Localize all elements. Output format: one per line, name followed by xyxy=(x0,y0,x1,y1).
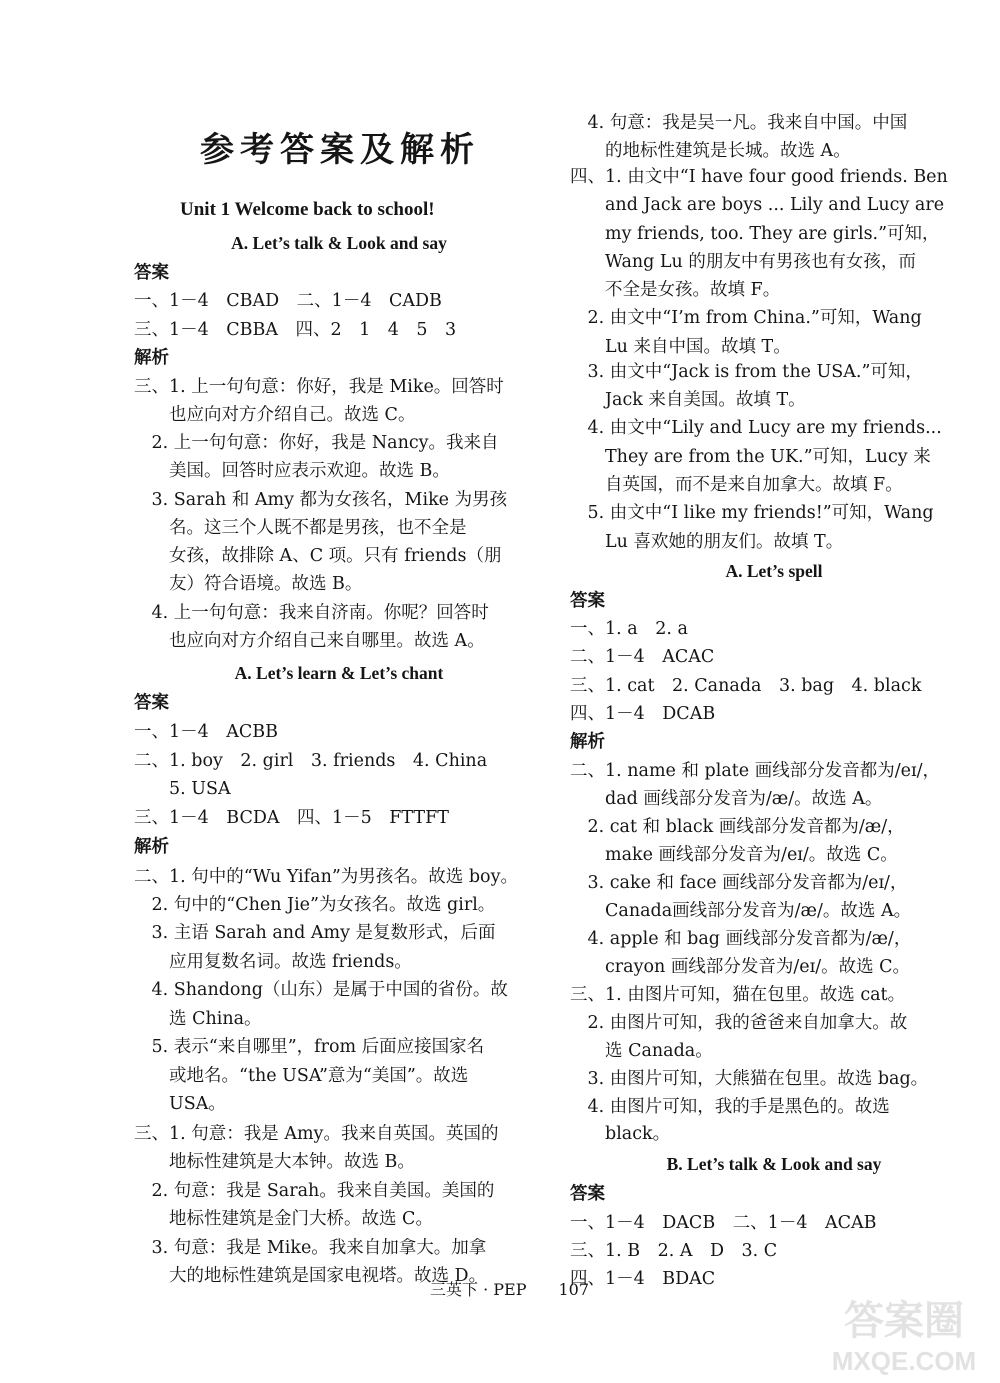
explanation-line: Wang Lu 的朋友中有男孩也有女孩，而 xyxy=(570,252,916,272)
section-heading: A. Let’s spell xyxy=(725,561,823,581)
answer-line: 三、1－4 BCDA 四、1－5 FTTFT xyxy=(134,808,449,828)
explanation-line: 3. 句意：我是 Mike。我来自加拿大。加拿 xyxy=(134,1238,487,1258)
explanation-line: 女孩，故排除 A、C 项。只有 friends（朋 xyxy=(134,546,502,566)
explanation-line: 友）符合语境。故选 B。 xyxy=(134,574,363,594)
explanation-line: 三、1. 上一句句意：你好，我是 Mike。回答时 xyxy=(134,377,504,397)
explanation-line: 三、1. 由图片可知，猫在包里。故选 cat。 xyxy=(570,985,906,1005)
explanation-line: 2. 句中的“Chen Jie”为女孩名。故选 girl。 xyxy=(134,895,496,915)
explanation-line: and Jack are boys ... Lily and Lucy are xyxy=(570,195,945,215)
explanation-line: 不全是女孩。故填 F。 xyxy=(570,280,781,300)
explanation-line: 地标性建筑是金门大桥。故选 C。 xyxy=(134,1209,433,1229)
explanation-line: black。 xyxy=(570,1124,671,1144)
explanation-line: 4. 句意：我是吴一凡。我来自中国。中国 xyxy=(570,113,908,133)
explanation-line: 3. Sarah 和 Amy 都为女孩名，Mike 为男孩 xyxy=(134,490,508,510)
explanation-line: 2. 句意：我是 Sarah。我来自美国。美国的 xyxy=(134,1181,495,1201)
explanation-line: dad 画线部分发音为/æ/。故选 A。 xyxy=(570,789,883,809)
unit-title: Unit 1 Welcome back to school! xyxy=(180,199,435,220)
explanation-line: make 画线部分发音为/eɪ/。故选 C。 xyxy=(570,845,898,865)
answer-line: 三、1. cat 2. Canada 3. bag 4. black xyxy=(570,676,922,696)
section-heading: B. Let’s talk & Look and say xyxy=(666,1154,882,1174)
explanation-line: 也应向对方介绍自己来自哪里。故选 A。 xyxy=(134,631,485,651)
explanation-line: 4. Shandong（山东）是属于中国的省份。故 xyxy=(134,980,508,1000)
explanation-line: 也应向对方介绍自己。故选 C。 xyxy=(134,405,416,425)
answer-line: 一、1. a 2. a xyxy=(570,619,688,639)
explanation-line: 自英国，而不是来自加拿大。故填 F。 xyxy=(570,475,903,495)
answer-line: 5. USA xyxy=(134,779,231,799)
explanation-line: 选 Canada。 xyxy=(570,1041,713,1061)
explanation-line: 4. 由文中“Lily and Lucy are my friends... xyxy=(570,418,942,438)
answer-line: 二、1－4 ACAC xyxy=(570,647,715,667)
explanation-line: 5. 由文中“I like my friends!”可知，Wang xyxy=(570,503,934,523)
watermark-text-top: 答案圈 xyxy=(844,1299,964,1343)
answer-label: 答案 xyxy=(570,1184,605,1204)
watermark-text-bottom: MXQE.COM xyxy=(831,1346,977,1376)
explanation-line: 4. 上一句句意：我来自济南。你呢？回答时 xyxy=(134,603,489,623)
explanation-line: 美国。回答时应表示欢迎。故选 B。 xyxy=(134,461,450,481)
explanation-line: 2. cat 和 black 画线部分发音都为/æ/， xyxy=(570,817,905,837)
explanation-line: USA。 xyxy=(134,1094,226,1114)
page-title: 参考答案及解析 xyxy=(200,130,480,170)
answer-line: 三、1－4 CBBA 四、2 1 4 5 3 xyxy=(134,320,457,340)
answer-line: 四、1－4 BDAC xyxy=(570,1269,716,1289)
explanation-line: my friends, too. They are girls.”可知， xyxy=(570,224,940,244)
explanation-line: 2. 由图片可知，我的爸爸来自加拿大。故 xyxy=(570,1013,908,1033)
explanation-line: 二、1. 句中的“Wu Yifan”为男孩名。故选 boy。 xyxy=(134,867,518,887)
explanation-line: Canada画线部分发音为/æ/。故选 A。 xyxy=(570,901,912,921)
explanation-line: 的地标性建筑是长城。故选 A。 xyxy=(570,141,851,161)
explanation-line: 四、1. 由文中“I have four good friends. Ben xyxy=(570,167,948,187)
answer-line: 三、1. B 2. A D 3. C xyxy=(570,1241,778,1261)
explanation-line: 应用复数名词。故选 friends。 xyxy=(134,952,412,972)
explanation-line: 或地名。“the USA”意为“美国”。故选 xyxy=(134,1066,469,1086)
explanation-line: 4. 由图片可知，我的手是黑色的。故选 xyxy=(570,1097,890,1117)
answer-line: 二、1. boy 2. girl 3. friends 4. China xyxy=(134,751,488,771)
answer-label: 答案 xyxy=(134,693,169,713)
explanation-line: 名。这三个人既不都是男孩，也不全是 xyxy=(134,518,467,538)
explanation-line: Lu 喜欢她的朋友们。故填 T。 xyxy=(570,532,844,552)
explanation-line: 5. 表示“来自哪里”，from 后面应接国家名 xyxy=(134,1037,485,1057)
explanation-line: 3. cake 和 face 画线部分发音都为/eɪ/， xyxy=(570,873,908,893)
explanation-label: 解析 xyxy=(134,348,169,368)
answer-line: 一、1－4 ACBB xyxy=(134,722,279,742)
explanation-line: 大的地标性建筑是国家电视塔。故选 D。 xyxy=(134,1266,487,1286)
page-footer: 三英下 · PEP 107 xyxy=(430,1280,590,1299)
explanation-label: 解析 xyxy=(570,732,605,752)
explanation-line: 二、1. name 和 plate 画线部分发音都为/eɪ/， xyxy=(570,761,940,781)
answer-label: 答案 xyxy=(134,263,169,283)
explanation-line: crayon 画线部分发音为/eɪ/。故选 C。 xyxy=(570,957,911,977)
answer-line: 四、1－4 DCAB xyxy=(570,704,716,724)
explanation-line: Jack 来自美国。故填 T。 xyxy=(570,390,806,410)
answer-line: 一、1－4 DACB 二、1－4 ACAB xyxy=(570,1213,877,1233)
answer-line: 一、1－4 CBAD 二、1－4 CADB xyxy=(134,291,442,311)
explanation-line: They are from the UK.”可知，Lucy 来 xyxy=(570,447,931,467)
explanation-line: 3. 由图片可知，大熊猫在包里。故选 bag。 xyxy=(570,1069,929,1089)
section-heading: A. Let’s talk & Look and say xyxy=(231,233,447,253)
explanation-label: 解析 xyxy=(134,837,169,857)
section-heading: A. Let’s learn & Let’s chant xyxy=(234,663,444,683)
explanation-line: Lu 来自中国。故填 T。 xyxy=(570,337,791,357)
explanation-line: 选 China。 xyxy=(134,1009,262,1029)
explanation-line: 4. apple 和 bag 画线部分发音都为/æ/， xyxy=(570,929,912,949)
explanation-line: 3. 由文中“Jack is from the USA.”可知， xyxy=(570,362,923,382)
answer-label: 答案 xyxy=(570,591,605,611)
watermark-logo xyxy=(818,1288,990,1378)
explanation-line: 3. 主语 Sarah and Amy 是复数形式，后面 xyxy=(134,923,496,943)
explanation-line: 地标性建筑是大本钟。故选 B。 xyxy=(134,1152,415,1172)
explanation-line: 三、1. 句意：我是 Amy。我来自英国。英国的 xyxy=(134,1124,499,1144)
explanation-line: 2. 由文中“I’m from China.”可知，Wang xyxy=(570,308,922,328)
explanation-line: 2. 上一句句意：你好，我是 Nancy。我来自 xyxy=(134,433,499,453)
